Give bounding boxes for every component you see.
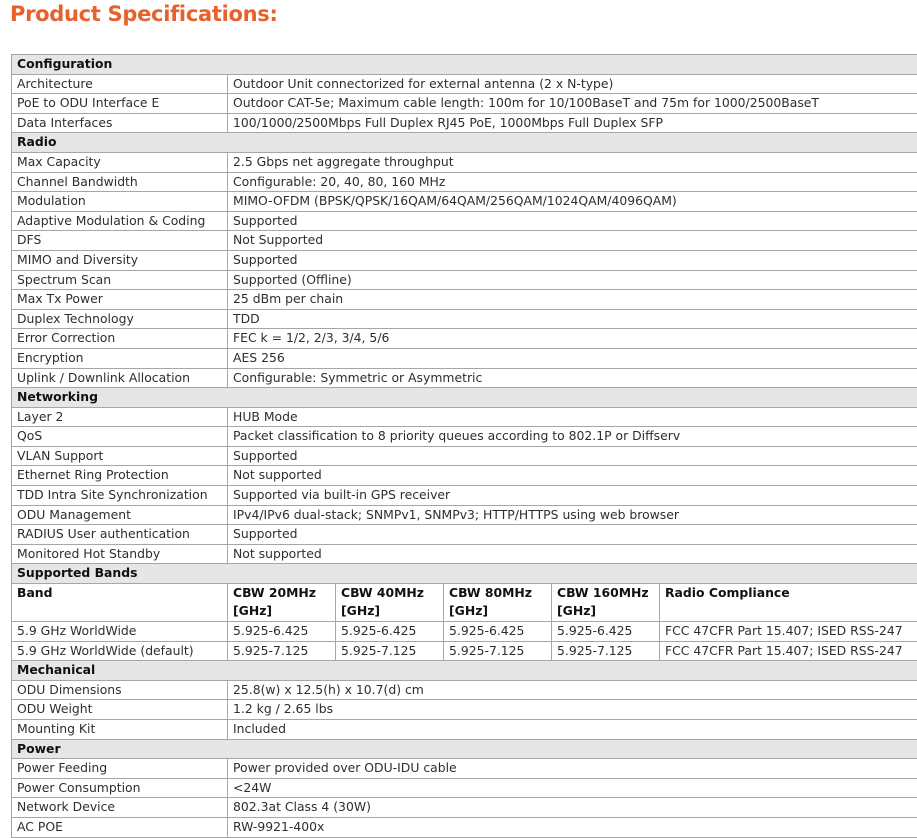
spec-value: Supported via built-in GPS receiver — [228, 486, 917, 506]
spec-row — [12, 94, 917, 114]
spec-row — [12, 544, 917, 564]
spec-label: Architecture — [12, 74, 228, 94]
bands-column-header: Band — [12, 584, 228, 622]
section-title: Radio — [12, 133, 917, 153]
spec-row — [12, 74, 917, 94]
bands-column-header: CBW 160MHz [GHz] — [552, 584, 660, 622]
spec-value: 802.3at Class 4 (30W) — [228, 798, 917, 818]
section-header-power — [12, 739, 917, 759]
spec-value: Not Supported — [228, 231, 917, 251]
spec-label: RADIUS User authentication — [12, 525, 228, 545]
spec-label: QoS — [12, 427, 228, 447]
band-cell: 5.925-7.125 — [552, 641, 660, 661]
band-cell: 5.925-7.125 — [228, 641, 336, 661]
spec-row — [12, 113, 917, 133]
spec-label: Error Correction — [12, 329, 228, 349]
spec-value: Configurable: Symmetric or Asymmetric — [228, 368, 917, 388]
section-title: Configuration — [12, 55, 917, 75]
spec-value: 100/1000/2500Mbps Full Duplex RJ45 PoE, 1000Mbps Full Duplex SFP — [228, 113, 917, 133]
spec-value: Not supported — [228, 466, 917, 486]
spec-value: 1.2 kg / 2.65 lbs — [228, 700, 917, 720]
spec-value: HUB Mode — [228, 407, 917, 427]
spec-label: Data Interfaces — [12, 113, 228, 133]
spec-label: Layer 2 — [12, 407, 228, 427]
page-title: Product Specifications: — [10, 2, 278, 26]
band-cell: 5.925-6.425 — [228, 622, 336, 642]
band-cell: 5.925-7.125 — [444, 641, 552, 661]
spec-label: ODU Weight — [12, 700, 228, 720]
spec-row — [12, 152, 917, 172]
spec-row — [12, 778, 917, 798]
spec-label: Monitored Hot Standby — [12, 544, 228, 564]
spec-value: Packet classification to 8 priority queues according to 802.1P or Diffserv — [228, 427, 917, 447]
spec-row — [12, 680, 917, 700]
spec-value: Not supported — [228, 544, 917, 564]
section-title: Supported Bands — [12, 564, 917, 584]
band-cell: 5.925-7.125 — [336, 641, 444, 661]
spec-value: Supported — [228, 250, 917, 270]
spec-row — [12, 329, 917, 349]
spec-label: Uplink / Downlink Allocation — [12, 368, 228, 388]
spec-value: <24W — [228, 778, 917, 798]
spec-label: Modulation — [12, 192, 228, 212]
bands-column-header: CBW 40MHz [GHz] — [336, 584, 444, 622]
spec-row — [12, 700, 917, 720]
spec-label: ODU Management — [12, 505, 228, 525]
spec-value: Configurable: 20, 40, 80, 160 MHz — [228, 172, 917, 192]
spec-row — [12, 525, 917, 545]
spec-row — [12, 817, 917, 837]
section-header-bands — [12, 564, 917, 584]
spec-label: Max Capacity — [12, 152, 228, 172]
spec-label: Network Device — [12, 798, 228, 818]
spec-value: MIMO-OFDM (BPSK/QPSK/16QAM/64QAM/256QAM/1024QAM/4096QAM) — [228, 192, 917, 212]
spec-row — [12, 466, 917, 486]
spec-value: 2.5 Gbps net aggregate throughput — [228, 152, 917, 172]
section-header-networking — [12, 388, 917, 408]
spec-row — [12, 270, 917, 290]
spec-value: 25 dBm per chain — [228, 290, 917, 310]
spec-label: ODU Dimensions — [12, 680, 228, 700]
spec-label: Power Consumption — [12, 778, 228, 798]
spec-label: PoE to ODU Interface E — [12, 94, 228, 114]
spec-label: Max Tx Power — [12, 290, 228, 310]
band-cell: FCC 47CFR Part 15.407; ISED RSS-247 — [660, 641, 917, 661]
band-cell: 5.9 GHz WorldWide (default) — [12, 641, 228, 661]
spec-value: RW-9921-400x — [228, 817, 917, 837]
band-row — [12, 622, 917, 642]
spec-row — [12, 231, 917, 251]
bands-column-header: Radio Compliance — [660, 584, 917, 622]
spec-value: Outdoor Unit connectorized for external antenna (2 x N-type) — [228, 74, 917, 94]
section-title: Power — [12, 739, 917, 759]
spec-value: TDD — [228, 309, 917, 329]
spec-value: 25.8(w) x 12.5(h) x 10.7(d) cm — [228, 680, 917, 700]
spec-value: AES 256 — [228, 348, 917, 368]
spec-label: Ethernet Ring Protection — [12, 466, 228, 486]
bands-column-header-row — [12, 584, 917, 622]
spec-label: TDD Intra Site Synchronization — [12, 486, 228, 506]
spec-value: Supported — [228, 525, 917, 545]
section-title: Mechanical — [12, 661, 917, 681]
band-cell: 5.925-6.425 — [444, 622, 552, 642]
spec-label: Spectrum Scan — [12, 270, 228, 290]
spec-row — [12, 486, 917, 506]
spec-row — [12, 427, 917, 447]
spec-row — [12, 759, 917, 779]
bands-column-header: CBW 20MHz [GHz] — [228, 584, 336, 622]
spec-label: DFS — [12, 231, 228, 251]
spec-row — [12, 290, 917, 310]
spec-value: FEC k = 1/2, 2/3, 3/4, 5/6 — [228, 329, 917, 349]
spec-value: Supported — [228, 446, 917, 466]
spec-value: Power provided over ODU-IDU cable — [228, 759, 917, 779]
spec-row — [12, 720, 917, 740]
section-header-radio — [12, 133, 917, 153]
spec-row — [12, 309, 917, 329]
band-cell: FCC 47CFR Part 15.407; ISED RSS-247 — [660, 622, 917, 642]
spec-value: Outdoor CAT-5e; Maximum cable length: 100m for 10/100BaseT and 75m for 1000/2500BaseT — [228, 94, 917, 114]
spec-row — [12, 368, 917, 388]
spec-row — [12, 446, 917, 466]
spec-row — [12, 407, 917, 427]
section-header-mechanical — [12, 661, 917, 681]
spec-value: Supported (Offline) — [228, 270, 917, 290]
spec-row — [12, 348, 917, 368]
spec-row — [12, 211, 917, 231]
spec-label: Adaptive Modulation & Coding — [12, 211, 228, 231]
bands-column-header: CBW 80MHz [GHz] — [444, 584, 552, 622]
spec-row — [12, 798, 917, 818]
spec-label: VLAN Support — [12, 446, 228, 466]
spec-table — [11, 54, 917, 838]
band-cell: 5.925-6.425 — [336, 622, 444, 642]
spec-row — [12, 172, 917, 192]
spec-row — [12, 250, 917, 270]
spec-value: IPv4/IPv6 dual-stack; SNMPv1, SNMPv3; HTTP/HTTPS using web browser — [228, 505, 917, 525]
band-cell: 5.9 GHz WorldWide — [12, 622, 228, 642]
spec-label: AC POE — [12, 817, 228, 837]
spec-row — [12, 505, 917, 525]
band-row — [12, 641, 917, 661]
section-title: Networking — [12, 388, 917, 408]
spec-label: Mounting Kit — [12, 720, 228, 740]
spec-label: Power Feeding — [12, 759, 228, 779]
spec-value: Included — [228, 720, 917, 740]
spec-value: Supported — [228, 211, 917, 231]
spec-label: Encryption — [12, 348, 228, 368]
band-cell: 5.925-6.425 — [552, 622, 660, 642]
spec-label: Duplex Technology — [12, 309, 228, 329]
spec-label: Channel Bandwidth — [12, 172, 228, 192]
section-header-configuration — [12, 55, 917, 75]
spec-row — [12, 192, 917, 212]
spec-label: MIMO and Diversity — [12, 250, 228, 270]
